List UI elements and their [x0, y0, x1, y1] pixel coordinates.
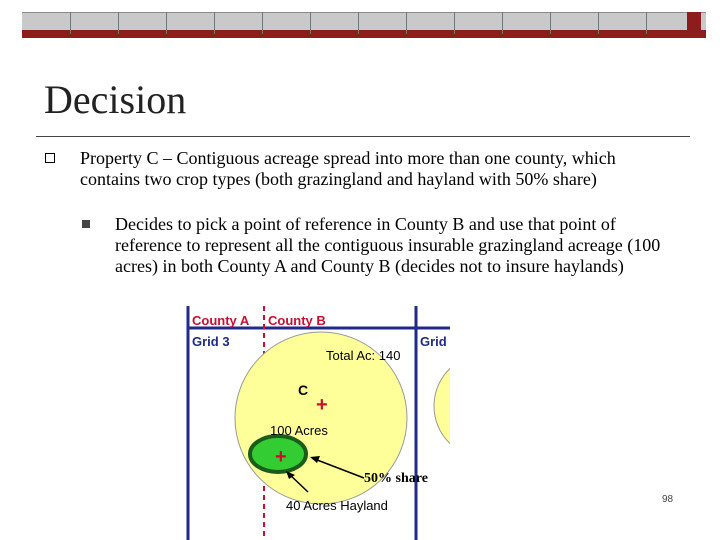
grid-left-label: Grid 3 [192, 334, 230, 349]
county-b-label: County B [268, 313, 326, 328]
sub-bullet-text: Decides to pick a point of reference in County B and use that point of reference to represent all the contiguous insurable grazingland acreage (100 acres) in both County A and County B (decides not to insure haylands) [115, 214, 661, 276]
header-grey-band [22, 12, 706, 31]
header-red-band [22, 30, 706, 38]
header-tick [454, 12, 455, 34]
plus-marker-icon: + [316, 394, 328, 416]
header-tick [646, 12, 647, 34]
plus-marker-icon: + [275, 446, 287, 468]
total-acres-label: Total Ac: 140 [326, 348, 401, 363]
share-label: 50% share [364, 471, 428, 486]
property-label: C [298, 382, 309, 398]
header-tick [406, 12, 407, 34]
header-tick [166, 12, 167, 34]
header-tick [358, 12, 359, 34]
acres-label: 100 Acres [270, 423, 328, 438]
header-tick [118, 12, 119, 34]
page-number: 98 [662, 494, 674, 505]
bullet-text: Property C – Contiguous acreage spread into more than one county, which contains two crop types (both grazingland and hayland with 50% share) [80, 148, 616, 189]
header-tick [214, 12, 215, 34]
hollow-square-bullet-icon [45, 153, 55, 163]
hayland-label: 40 Acres Hayland [286, 498, 388, 513]
filled-square-bullet-icon [82, 220, 90, 228]
county-grid-diagram [186, 306, 450, 540]
header-decoration [22, 12, 706, 42]
neighbor-property-circle [434, 354, 450, 458]
header-tick [598, 12, 599, 34]
diagram-canvas [186, 306, 450, 540]
slide-title: Decision [44, 77, 187, 122]
header-tick [70, 12, 71, 34]
header-tick [310, 12, 311, 34]
title-divider [36, 136, 690, 137]
header-corner-square [687, 12, 701, 38]
header-tick [502, 12, 503, 34]
header-tick [550, 12, 551, 34]
county-a-label: County A [192, 313, 250, 328]
grid-right-label: Grid [420, 334, 447, 349]
header-tick [262, 12, 263, 34]
